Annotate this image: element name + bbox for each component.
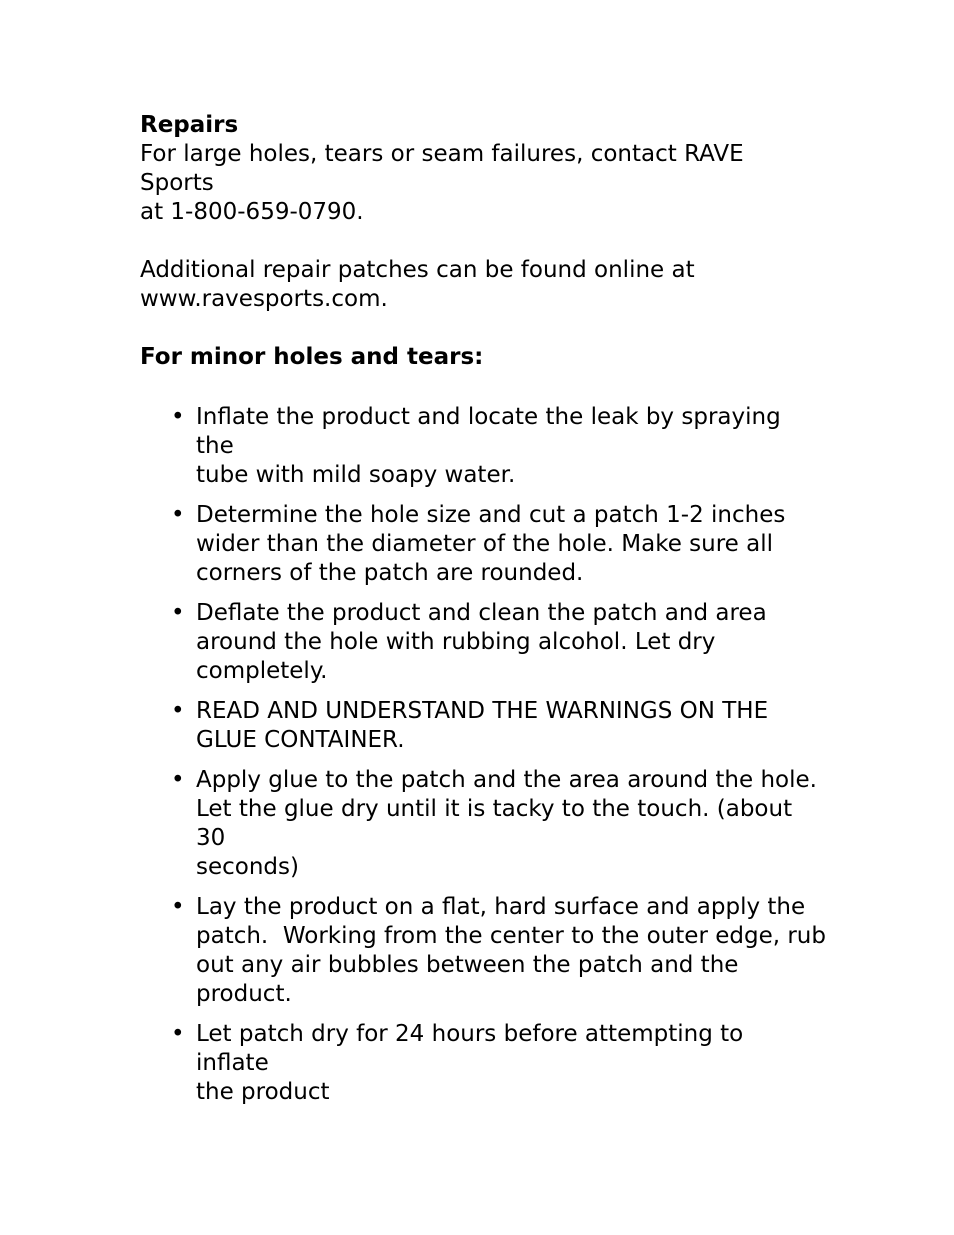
step-line: Let the glue dry until it is tacky to the touch. (about 30 bbox=[196, 796, 793, 851]
step-line: Deflate the product and clean the patch and area bbox=[196, 600, 767, 626]
step-line: Inflate the product and locate the leak by spraying the bbox=[196, 404, 781, 459]
step-line: the product bbox=[196, 1079, 330, 1105]
step-line: corners of the patch are rounded. bbox=[196, 560, 584, 586]
bullet-icon: • bbox=[171, 404, 185, 430]
bullet-icon: • bbox=[171, 502, 185, 528]
step-line: out any air bubbles between the patch and the bbox=[196, 952, 739, 978]
repairs-heading: Repairs bbox=[140, 112, 239, 138]
bullet-icon: • bbox=[171, 767, 185, 793]
step-line: product. bbox=[196, 981, 292, 1007]
repairs-contact-line-2: at 1-800-659-0790. bbox=[140, 199, 364, 225]
spacer bbox=[140, 314, 820, 343]
step-line: Let patch dry for 24 hours before attempting to inflate bbox=[196, 1021, 744, 1076]
document-page bbox=[140, 111, 826, 1118]
spacer bbox=[140, 227, 820, 256]
bullet-icon: • bbox=[171, 600, 185, 626]
step-line: around the hole with rubbing alcohol. Let dry bbox=[196, 629, 716, 655]
spacer bbox=[140, 372, 820, 403]
step-line: patch. Working from the center to the outer edge, rub bbox=[196, 923, 826, 949]
repair-steps-list bbox=[140, 403, 826, 1107]
bullet-icon: • bbox=[171, 698, 185, 724]
step-line: wider than the diameter of the hole. Make sure all bbox=[196, 531, 774, 557]
step-line: Apply glue to the patch and the area around the hole. bbox=[196, 767, 817, 793]
step-line: tube with mild soapy water. bbox=[196, 462, 516, 488]
list-item bbox=[140, 1020, 820, 1107]
step-line: seconds) bbox=[196, 854, 299, 880]
step-line: GLUE CONTAINER. bbox=[196, 727, 405, 753]
minor-repairs-heading: For minor holes and tears: bbox=[140, 344, 484, 370]
list-item bbox=[140, 501, 820, 588]
list-item bbox=[140, 766, 820, 882]
step-line: Lay the product on a flat, hard surface and apply the bbox=[196, 894, 806, 920]
patches-line-1: Additional repair patches can be found online at bbox=[140, 257, 695, 283]
repairs-contact-line-1: For large holes, tears or seam failures, contact RAVE Sports bbox=[140, 141, 744, 196]
list-item bbox=[140, 697, 820, 755]
step-line: Determine the hole size and cut a patch 1-2 inches bbox=[196, 502, 786, 528]
bullet-icon: • bbox=[171, 894, 185, 920]
list-item bbox=[140, 893, 826, 1009]
list-item bbox=[140, 403, 820, 490]
bullet-icon: • bbox=[171, 1021, 185, 1047]
step-line: READ AND UNDERSTAND THE WARNINGS ON THE bbox=[196, 698, 769, 724]
patches-line-2: www.ravesports.com. bbox=[140, 286, 388, 312]
list-item bbox=[140, 599, 820, 686]
step-line: completely. bbox=[196, 658, 328, 684]
